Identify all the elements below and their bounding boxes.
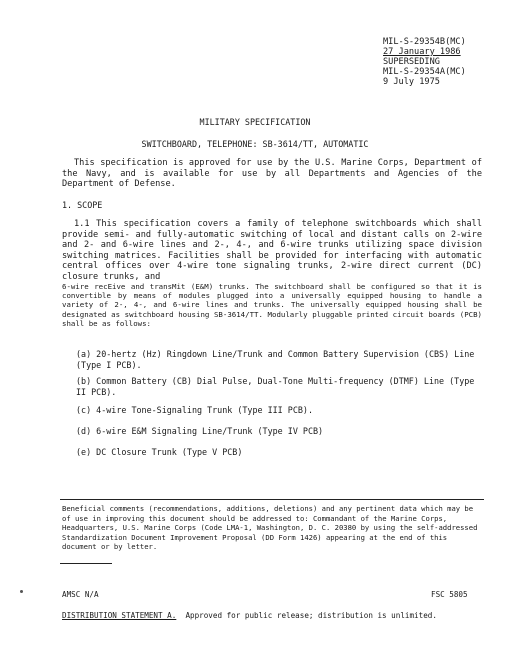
list-item-a: (a) 20-hertz (Hz) Ringdown Line/Trunk and Common Battery Supervision (CBS) Line (Type I PCB). (76, 349, 475, 370)
list-item-c: (c) 4-wire Tone-Signaling Trunk (Type III PCB). (76, 405, 313, 415)
list-item-b: (b) Common Battery (CB) Dial Pulse, Dual-Tone Multi-frequency (DTMF) Line (Type II PCB). (76, 376, 475, 397)
list-item-e: (e) DC Closure Trunk (Type V PCB) (76, 447, 243, 457)
superseding-label: SUPERSEDING (383, 57, 440, 67)
spec-subtitle: SWITCHBOARD, TELEPHONE: SB-3614/TT, AUTOMATIC (141, 139, 369, 149)
document-header (383, 37, 466, 87)
distribution-statement (62, 611, 437, 620)
paragraph-1-1 (62, 219, 482, 328)
distribution-text: Approved for public release; distribution is unlimited. (185, 611, 437, 620)
doc-date: 27 January 1986 (383, 47, 461, 57)
footnote-divider (60, 499, 484, 500)
paragraph-1-1-continued: 6-wire recEive and transMit (E&M) trunks. The switchboard shall be configured so that it is convertible by means of modules plugged into a universally equipped housing to handle a variety of 2-, 4-, and 6-wire lines and trunks. The universally equipped housing shall be designated as switchboard housing SB-3614/TT. Modularly pluggable printed circuit boards (PCB) shall be as follows: (62, 282, 482, 328)
distribution-label: DISTRIBUTION STATEMENT A. (62, 611, 177, 620)
footnote-comments: Beneficial comments (recommendations, additions, deletions) and any pertinent data which may be of use in improving this document should be addressed to: Commandant of the Marine Corps, Headquarters, U.S. Marine Corps (Code LMA-1, Washington, D. C. 20380 by using the self-addressed Standardization Document Improvement Proposal (DD Form 1426) appearing at the end of this document or by letter. (62, 504, 478, 552)
spec-title: MILITARY SPECIFICATION (199, 117, 311, 127)
fsc-code: FSC 5805 (431, 590, 468, 599)
section-heading-scope: 1. SCOPE (62, 200, 103, 210)
intro-paragraph: This specification is approved for use by the U.S. Marine Corps, Department of the Navy, and is available for use by all Departments and Agencies of the Department of Defense. (62, 158, 482, 189)
superseded-id: MIL-S-29354A(MC) (383, 67, 466, 77)
amsc-code: AMSC N/A (62, 590, 99, 599)
list-item-d: (d) 6-wire E&M Signaling Line/Trunk (Type IV PCB) (76, 426, 324, 436)
paragraph-1-1-main: 1.1 This specification covers a family of telephone switchboards which shall provide semi- and fully-automatic switching of local and distant calls on 2-wire and 2- and 6-wire lines and 2-, 4-, and 6-wire trunks utilizing space division switching matrices. Facilities shall be provided for interfacing with automatic central offices over 4-wire tone signaling trunks, 2-wire direct current (DC) closure trunks, and (62, 219, 482, 282)
superseded-date: 9 July 1975 (383, 77, 440, 87)
scan-speck (20, 590, 23, 593)
doc-id: MIL-S-29354B(MC) (383, 37, 466, 47)
footnote-underline (60, 563, 112, 564)
